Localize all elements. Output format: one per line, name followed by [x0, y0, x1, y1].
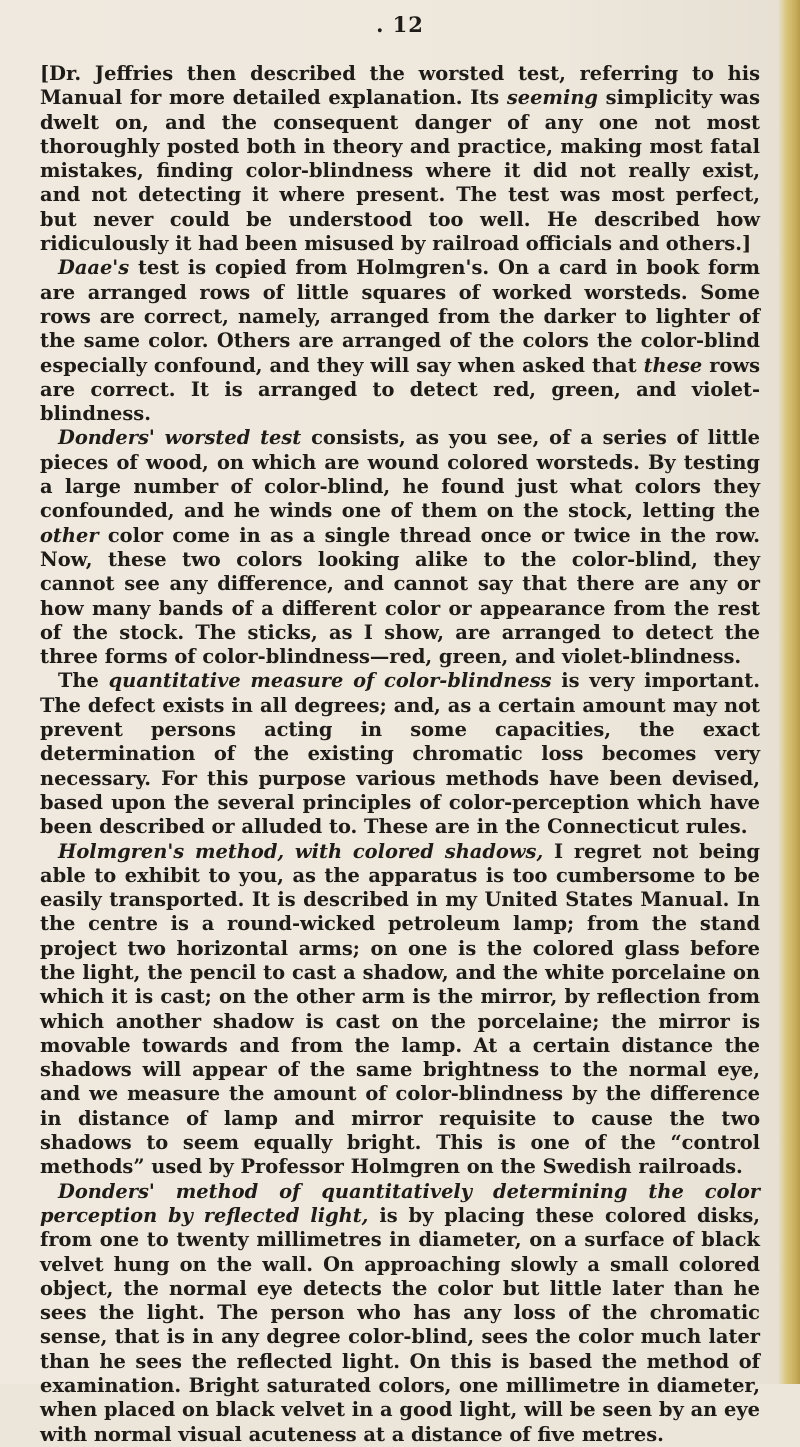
text-segment: color come in as a single thread once or twice in the row. Now, these two colors looking alike to the color-blind, they cannot see any difference, and cannot say that there are any or how many bands of a different color or appearance from the rest of the stock. The sticks, as I show, are arranged to detect the three forms of color-blindness—red, green, and violet-blindness. [40, 523, 760, 669]
paragraph-p3 [40, 426, 760, 669]
text-segment: these [643, 353, 703, 377]
text-segment: Daae's [58, 256, 130, 280]
text-segment: Donders' method of quantitatively determining the color perception by reflected light, [40, 1179, 760, 1227]
paragraph-p1 [40, 62, 760, 256]
text-segment: simplicity was dwelt on, and the consequent danger of any one not most thoroughly posted both in theory and practice, making most fatal mistakes, finding color-blindness where it did not really exist, and not detecting it where present. The test was most perfect, but never could be understood too well. He described how ridiculously it had been misused by railroad officials and others.] [40, 86, 760, 256]
text-segment: Donders' worsted test [58, 426, 302, 450]
text-segment: test is copied from Holmgren's. On a card in book form are arranged rows of little squares of worked worsteds. Some rows are correct, namely, arranged from the darker to lighter of the same color. Others are arranged of the colors the color-blind especially confound, and they will say when asked that [40, 256, 760, 377]
text-segment: is very important. The defect exists in all degrees; and, as a certain amount may not prevent persons acting in some capacities, the exact determination of the existing chromatic loss becomes very necessary. For this purpose various methods have been devised, based upon the several principles of color-perception which have been described or alluded to. These are in the Connecticut rules. [40, 669, 760, 839]
text-segment: seeming [506, 86, 598, 110]
text-segment: Holmgren's method, with colored shadows, [58, 839, 544, 863]
text-segment: other [40, 523, 99, 547]
text-segment: [Dr. Jeffries then described the worsted test, referring to his Manual for more detailed explanation. Its [40, 62, 760, 110]
text-segment: rows are correct. It is arranged to detect red, green, and violet-blindness. [40, 353, 760, 426]
text-segment: I regret not being able to exhibit to you, as the apparatus is too cumbersome to be easily transported. It is described in my United States Manual. In the centre is a round-wicked petroleum lamp; from the stand project two horizontal arms; on one is the colored glass before the light, the pencil to cast a shadow, and the white porcelaine on which it is cast; on the other arm is the mirror, by reflection from which another shadow is cast on the porcelaine; the mirror is movable towards and from the lamp. At a certain distance the shadows will appear of the same brightness to the normal eye, and we measure the amount of color-blindness by the difference in distance of lamp and mirror requisite to cause the two shadows to seem equally bright. This is one of the “control methods” used by Professor Holmgren on the Swedish railroads. [40, 839, 760, 1179]
paragraph-p2 [40, 256, 760, 426]
text-segment: The [58, 669, 109, 693]
body-text [40, 62, 760, 1447]
paragraph-p6 [40, 1180, 760, 1447]
text-segment: is by placing these colored disks, from one to twenty millimetres in diameter, on a surface of black velvet hung on the wall. On approaching slowly a small colored object, the normal eye detects the color but little later than he sees the light. The person who has any loss of the chromatic sense, that is in any degree color-blind, sees the color much later than he sees the reflected light. On this is based the method of examination. Bright saturated colors, one millimetre in diameter, when placed on black velvet in a good light, will be seen by an eye with normal visual acuteness at a distance of five metres. [40, 1203, 760, 1446]
page-number: . 12 [376, 12, 424, 37]
paragraph-p4 [40, 669, 760, 839]
text-segment: quantitative measure of color-blindness [108, 669, 552, 693]
paragraph-p5 [40, 840, 760, 1180]
page-binding-edge [778, 0, 800, 1384]
text-segment: consists, as you see, of a series of little pieces of wood, on which are wound colored worsteds. By testing a large number of color-blind, he found just what colors they confounded, and he winds one of them on the stock, letting the [40, 426, 761, 523]
